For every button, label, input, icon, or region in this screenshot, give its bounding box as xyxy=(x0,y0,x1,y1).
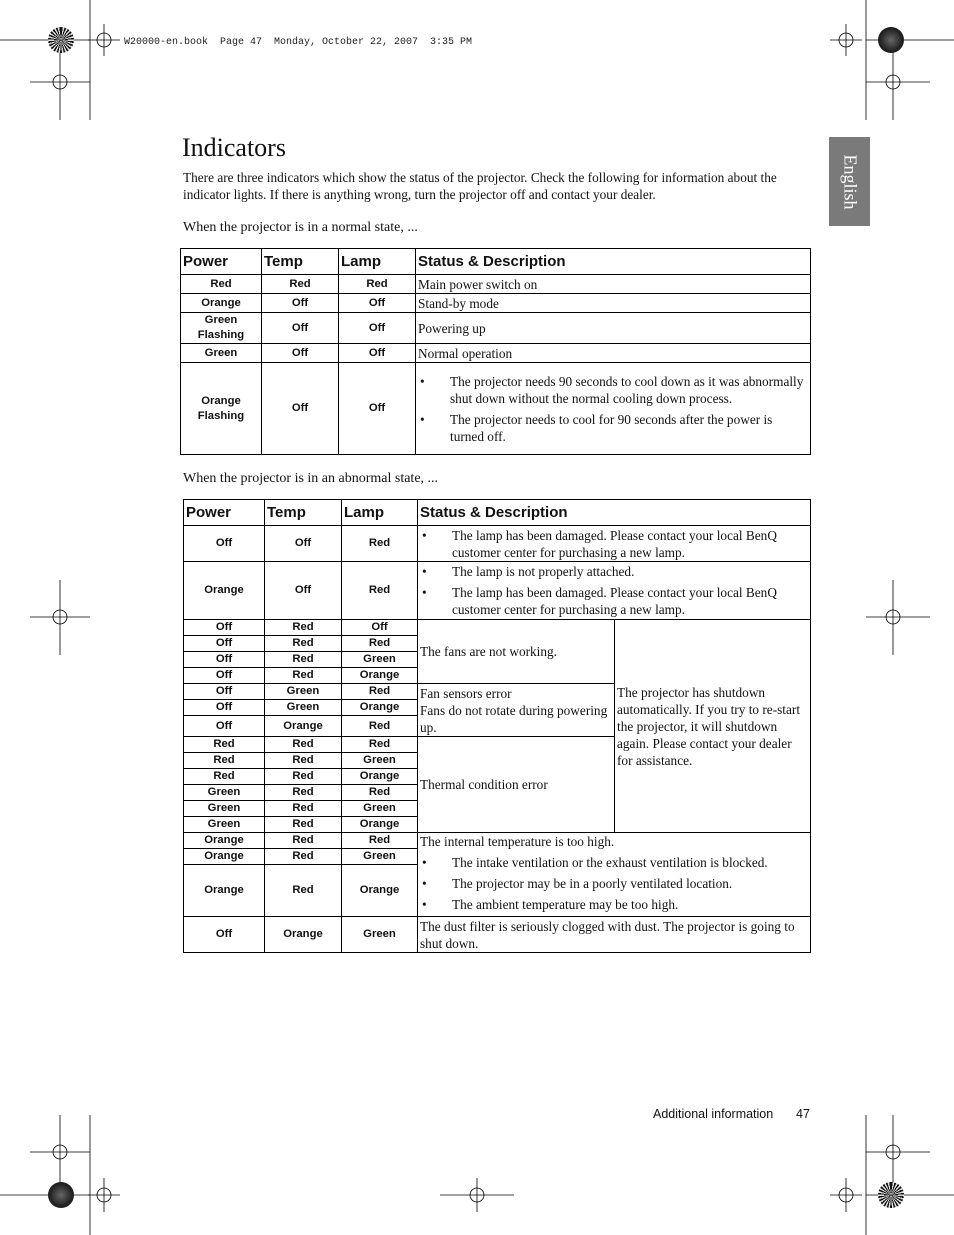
temp-cell: Green xyxy=(265,684,342,700)
bullet-item: • The projector needs to cool for 90 seconds after the power is turned off. xyxy=(418,411,808,445)
lamp-cell: Red xyxy=(342,562,418,620)
bullet-item: • The lamp has been damaged. Please contact your local BenQ customer center for purchasing a new lamp. xyxy=(420,584,808,618)
temp-cell: Red xyxy=(265,865,342,917)
bullet-item: • The projector needs 90 seconds to cool down as it was abnormally shut down without the normal cooling down process. xyxy=(418,373,808,407)
power-cell: Off xyxy=(184,668,265,684)
language-tab-label: English xyxy=(840,153,860,210)
page-number: 47 xyxy=(796,1107,810,1121)
power-cell: Off xyxy=(184,526,265,562)
column-header: Lamp xyxy=(342,500,418,526)
table-row xyxy=(181,294,811,313)
power-cell: Red xyxy=(181,275,262,294)
column-header: Temp xyxy=(265,500,342,526)
status-cell xyxy=(418,526,811,562)
lamp-cell: Off xyxy=(339,363,416,455)
temp-cell: Red xyxy=(265,833,342,849)
power-cell: Orange xyxy=(184,562,265,620)
lamp-cell: Red xyxy=(342,526,418,562)
column-header: Power xyxy=(184,500,265,526)
table-header-row xyxy=(181,249,811,275)
lamp-cell: Red xyxy=(342,833,418,849)
column-header: Power xyxy=(181,249,262,275)
lamp-cell: Red xyxy=(342,716,418,737)
temp-cell: Red xyxy=(265,737,342,753)
normal-state-heading: When the projector is in a normal state, ... xyxy=(183,220,418,235)
table-header-row xyxy=(184,500,811,526)
power-color: Green xyxy=(204,314,238,326)
power-cell: Green xyxy=(184,801,265,817)
temp-cell: Red xyxy=(265,785,342,801)
lamp-cell: Orange xyxy=(342,865,418,917)
temp-cell: Off xyxy=(265,562,342,620)
lamp-cell: Orange xyxy=(342,668,418,684)
bullet-item: • The ambient temperature may be too high. xyxy=(420,896,808,913)
power-cell: Red xyxy=(184,769,265,785)
status-cell: Main power switch on xyxy=(416,275,811,294)
lamp-cell: Red xyxy=(342,737,418,753)
power-cell: Off xyxy=(184,700,265,716)
status-cell xyxy=(416,363,811,455)
status-cell xyxy=(418,684,615,737)
table-row xyxy=(181,363,811,455)
temp-cell: Off xyxy=(262,313,339,344)
lamp-cell: Orange xyxy=(342,700,418,716)
status-cell: Normal operation xyxy=(416,344,811,363)
power-cell: Green xyxy=(184,817,265,833)
temp-cell: Orange xyxy=(265,917,342,953)
status-cell: Thermal condition error xyxy=(418,737,615,833)
intro-paragraph: There are three indicators which show the status of the projector. Check the following for information about the indicator lights. If there is anything wrong, turn the projector off and contact your dealer. xyxy=(183,170,777,202)
table-row xyxy=(181,313,811,344)
lamp-cell: Off xyxy=(339,294,416,313)
temp-cell: Red xyxy=(265,769,342,785)
power-cell xyxy=(181,363,262,455)
power-cell: Off xyxy=(184,636,265,652)
power-cell xyxy=(181,313,262,344)
lamp-cell: Green xyxy=(342,801,418,817)
temp-cell: Red xyxy=(265,753,342,769)
temp-cell: Off xyxy=(262,363,339,455)
temp-cell: Orange xyxy=(265,716,342,737)
power-cell: Red xyxy=(184,753,265,769)
lamp-cell: Green xyxy=(342,849,418,865)
table-row xyxy=(184,917,811,953)
lamp-cell: Off xyxy=(342,620,418,636)
status-cell xyxy=(418,833,811,917)
bullet-item: • The lamp has been damaged. Please contact your local BenQ customer center for purchasing a new lamp. xyxy=(420,527,808,561)
lamp-cell: Green xyxy=(342,917,418,953)
lamp-cell: Orange xyxy=(342,769,418,785)
temp-cell: Red xyxy=(265,668,342,684)
lamp-cell: Red xyxy=(339,275,416,294)
status-cell: The fans are not working. xyxy=(418,620,615,684)
table-row xyxy=(184,562,811,620)
temp-cell: Red xyxy=(265,652,342,668)
lamp-cell: Green xyxy=(342,652,418,668)
lamp-cell: Red xyxy=(342,636,418,652)
power-cell: Orange xyxy=(184,865,265,917)
bullet-item: • The lamp is not properly attached. xyxy=(420,563,808,580)
bullet-item: • The intake ventilation or the exhaust ventilation is blocked. xyxy=(420,854,808,871)
power-mode: Flashing xyxy=(197,329,245,341)
temp-cell: Red xyxy=(262,275,339,294)
status-line: Fan sensors error xyxy=(420,685,512,701)
power-cell: Orange xyxy=(184,833,265,849)
temp-cell: Off xyxy=(262,294,339,313)
power-mode: Flashing xyxy=(197,409,245,422)
status-line: Fans do not rotate during powering up. xyxy=(420,702,608,735)
power-cell: Off xyxy=(184,716,265,737)
column-header: Temp xyxy=(262,249,339,275)
power-cell: Orange xyxy=(181,294,262,313)
temp-cell: Red xyxy=(265,636,342,652)
table-row xyxy=(184,620,811,636)
status-cell: The dust filter is seriously clogged with dust. The projector is going to shut down. xyxy=(418,917,811,953)
bullet-item: • The projector may be in a poorly ventilated location. xyxy=(420,875,808,892)
temp-cell: Off xyxy=(262,344,339,363)
temp-cell: Green xyxy=(265,700,342,716)
power-cell: Green xyxy=(184,785,265,801)
status-cell: Powering up xyxy=(416,313,811,344)
column-header: Status & Description xyxy=(418,500,811,526)
normal-state-table xyxy=(180,248,811,455)
power-color: Orange xyxy=(201,394,241,407)
page-title: Indicators xyxy=(182,133,286,162)
status-cell: Stand-by mode xyxy=(416,294,811,313)
table-row xyxy=(184,833,811,849)
temp-cell: Off xyxy=(265,526,342,562)
power-cell: Off xyxy=(184,652,265,668)
registration-rosette xyxy=(878,1182,904,1208)
abnormal-state-heading: When the projector is in an abnormal state, ... xyxy=(183,471,439,486)
temp-cell: Red xyxy=(265,849,342,865)
registration-rosette xyxy=(48,27,74,53)
lamp-cell: Red xyxy=(342,785,418,801)
power-cell: Off xyxy=(184,917,265,953)
footer-section: Additional information xyxy=(653,1107,774,1121)
power-cell: Off xyxy=(184,620,265,636)
table-row xyxy=(184,526,811,562)
power-cell: Green xyxy=(181,344,262,363)
lamp-cell: Red xyxy=(342,684,418,700)
lamp-cell: Off xyxy=(339,344,416,363)
lamp-cell: Orange xyxy=(342,817,418,833)
abnormal-state-table xyxy=(183,499,811,953)
temp-cell: Red xyxy=(265,620,342,636)
temp-cell: Red xyxy=(265,817,342,833)
column-header: Status & Description xyxy=(416,249,811,275)
status-line: The internal temperature is too high. xyxy=(420,834,615,849)
power-cell: Off xyxy=(184,684,265,700)
power-cell: Orange xyxy=(184,849,265,865)
temp-cell: Red xyxy=(265,801,342,817)
lamp-cell: Off xyxy=(339,313,416,344)
language-tab xyxy=(829,137,870,226)
table-row xyxy=(181,275,811,294)
power-cell: Red xyxy=(184,737,265,753)
shutdown-cell: The projector has shutdown automatically. If you try to re-start the projector, it will shutdown again. Please contact your dealer for assistance. xyxy=(615,620,811,833)
column-header: Lamp xyxy=(339,249,416,275)
print-slug: W20000-en.book Page 47 Monday, October 22, 2007 3:35 PM xyxy=(124,37,473,48)
table-row xyxy=(181,344,811,363)
status-cell xyxy=(418,562,811,620)
lamp-cell: Green xyxy=(342,753,418,769)
registration-rosette xyxy=(878,27,904,53)
registration-rosette xyxy=(48,1182,74,1208)
